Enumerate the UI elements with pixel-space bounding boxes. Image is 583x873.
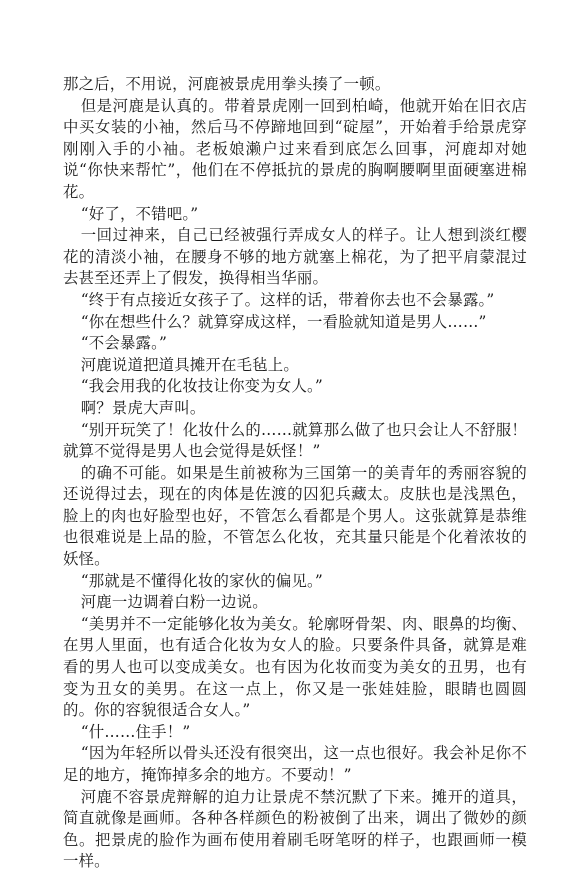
paragraph-5: “终于有点接近女孩子了。这样的话，带着你去也不会暴露。” — [80, 290, 495, 309]
paragraph-7: “不会暴露。” — [80, 334, 168, 353]
paragraph-1: 那之后，不用说，河鹿被景虎用拳头揍了一顿。 — [63, 75, 391, 93]
paragraph-12: 的确不可能。如果是生前被称为三国第一的美青年的秀丽容貌的还说得过去，现在的肉体是佐渡的囚犯兵藏太。皮肤也是浅黑色，脸上的肉也好脸型也好，不管怎么看都是个男人。这张就算是恭维也很难说是上品的脸，不管怎么化妆，充其量只能是个化着浓妆的妖怪。 — [63, 463, 527, 569]
document-page — [63, 74, 527, 873]
paragraph-13: “那就是不懂得化妆的家伙的偏见。” — [80, 571, 323, 590]
paragraph-16: “什……住手！” — [80, 722, 191, 741]
paragraph-18: 河鹿不容景虎辩解的迫力让景虎不禁沉默了下来。摊开的道具，简直就像是画师。各种各样颜色的粉被倒了出来，调出了微妙的颜色。把景虎的脸作为画布使用着刷毛呀笔呀的样子，也跟画师一模一样。 — [63, 787, 527, 871]
paragraph-9: “我会用我的化妆技让你变为女人。” — [80, 377, 323, 396]
paragraph-14: 河鹿一边调着白粉一边说。 — [80, 593, 268, 612]
paragraph-15: “美男并不一定能够化妆为美女。轮廓呀骨架、肉、眼鼻的均衡、在男人里面，也有适合化妆为女人的脸。只要条件具备，就算是难看的男人也可以变成美女。也有因为化妆而变为美女的丑男，也有变为丑女的美男。在这一点上，你又是一张娃娃脸，眼睛也圆圆的。你的容貌很适合女人。” — [63, 614, 527, 720]
paragraph-10: 啊？景虎大声叫。 — [80, 398, 206, 417]
paragraph-2: 但是河鹿是认真的。带着景虎刚一回到柏崎，他就开始在旧衣店中买女装的小袖，然后马不停蹄地回到“碇屋”，开始着手给景虎穿刚刚入手的小袖。老板娘濑户过来看到底怎么回事，河鹿却对她说“你快来帮忙”，他们在不停抵抗的景虎的胸啊腰啊里面硬塞进棉花。 — [63, 96, 527, 201]
paragraph-17: “因为年轻所以骨头还没有很突出，这一点也很好。我会补足你不足的地方，掩饰掉多余的地方。不要动！” — [63, 744, 527, 784]
paragraph-8: 河鹿说道把道具摊开在毛毡上。 — [80, 355, 299, 374]
paragraph-6: “你在想些什么？就算穿成这样，一看脸就知道是男人……” — [80, 312, 487, 331]
paragraph-4: 一回过神来，自己已经被强行弄成女人的样子。让人想到淡红樱花的清淡小袖，在腰身不够的地方就塞上棉花，为了把平肩蒙混过去甚至还弄上了假发，换得相当华丽。 — [63, 226, 527, 288]
paragraph-11: “别开玩笑了！化妆什么的……就算那么做了也只会让人不舒服！就算不觉得是男人也会觉得是妖怪！” — [63, 420, 527, 461]
paragraph-3: “好了，不错吧。” — [80, 204, 199, 223]
